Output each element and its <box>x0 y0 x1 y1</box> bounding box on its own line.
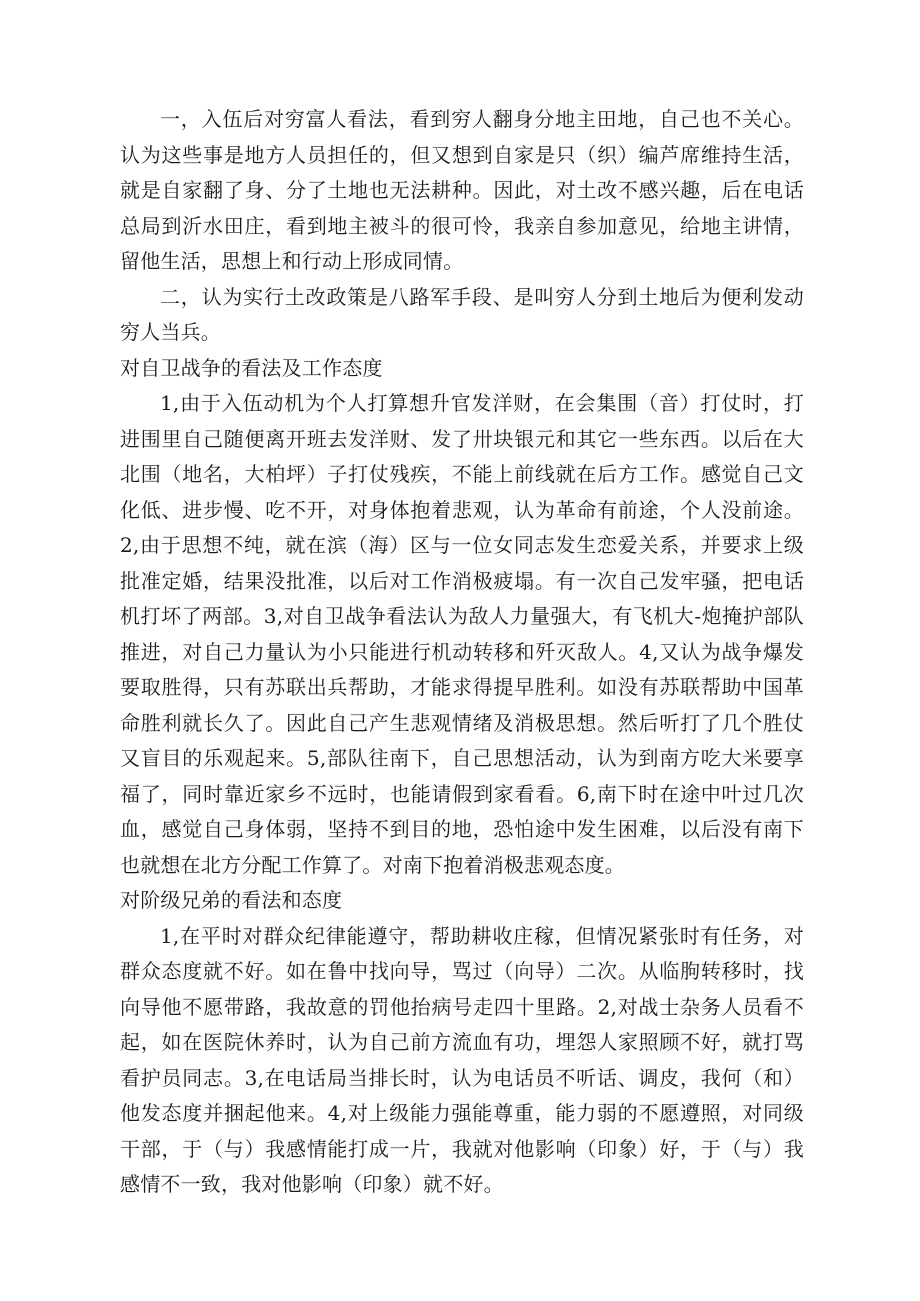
paragraph-class-brothers: 1,在平时对群众纪律能遵守，帮助耕收庄稼，但情况紧张时有任务，对群众态度就不好。如在鲁中找向导，骂过（向导）二次。从临朐转移时，找向导他不愿带路，我故意的罚他抬病号走四十里路。2,对战士杂务人员看不起，如在医院休养时，认为自己前方流血有功，埋怨人家照顾不好，就打骂看护员同志。3,在电话局当排长时，认为电话员不听话、调皮，我何（和）他发态度并捆起他来。4,对上级能力强能尊重，能力弱的不愿遵照，对同级干部，于（与）我感情能打成一片，我就对他影响（印象）好，于（与）我感情不一致，我对他影响（印象）就不好。 <box>120 923 804 1196</box>
paragraph-land-reform-2: 二，认为实行土改政策是八路军手段、是叫穷人分到土地后为便利发动穷人当兵。 <box>120 284 804 344</box>
section-heading-class-brothers: 对阶级兄弟的看法和态度 <box>120 888 343 912</box>
section-heading-self-defense-war: 对自卫战争的看法及工作态度 <box>120 355 383 380</box>
document-body <box>120 102 804 1203</box>
paragraph-land-reform-1: 一，入伍后对穷富人看法，看到穷人翻身分地主田地，自己也不关心。认为这些事是地方人员担任的，但又想到自家是只（织）编芦席维持生活，就是自家翻了身、分了土地也无法耕种。因此，对土改不感兴趣，后在电话总局到沂水田庄，看到地主被斗的很可怜，我亲自参加意见，给地主讲情，留他生活，思想上和行动上形成同情。 <box>120 107 804 273</box>
paragraph-self-defense-war: 1,由于入伍动机为个人打算想升官发洋财，在会集围（音）打仗时，打进围里自己随便离开班去发洋财、发了卅块银元和其它一些东西。以后在大北围（地名，大柏坪）子打仗残疾，不能上前线就在后方工作。感觉自己文化低、进步慢、吃不开，对身体抱着悲观，认为革命有前途，个人没前途。2,由于思想不纯，就在滨（海）区与一位女同志发生恋爱关系，并要求上级批准定婚，结果没批准，以后对工作消极疲塌。有一次自己发牢骚，把电话机打坏了两部。3,对自卫战争看法认为敌人力量强大，有飞机大-炮掩护部队推进，对自己力量认为小只能进行机动转移和歼灭敌人。4,又认为战争爆发要取胜得，只有苏联出兵帮助，才能求得提早胜利。如没有苏联帮助中国革命胜利就长久了。因此自己产生悲观情绪及消极思想。然后听打了几个胜仗又盲目的乐观起来。5,部队往南下，自己思想活动，认为到南方吃大米要享福了，同时靠近家乡不远时，也能请假到家看看。6,南下时在途中叶过几次血，感觉自己身体弱，坚持不到目的地，恐怕途中发生困难，以后没有南下也就想在北方分配工作算了。对南下抱着消极悲观态度。 <box>120 391 804 877</box>
